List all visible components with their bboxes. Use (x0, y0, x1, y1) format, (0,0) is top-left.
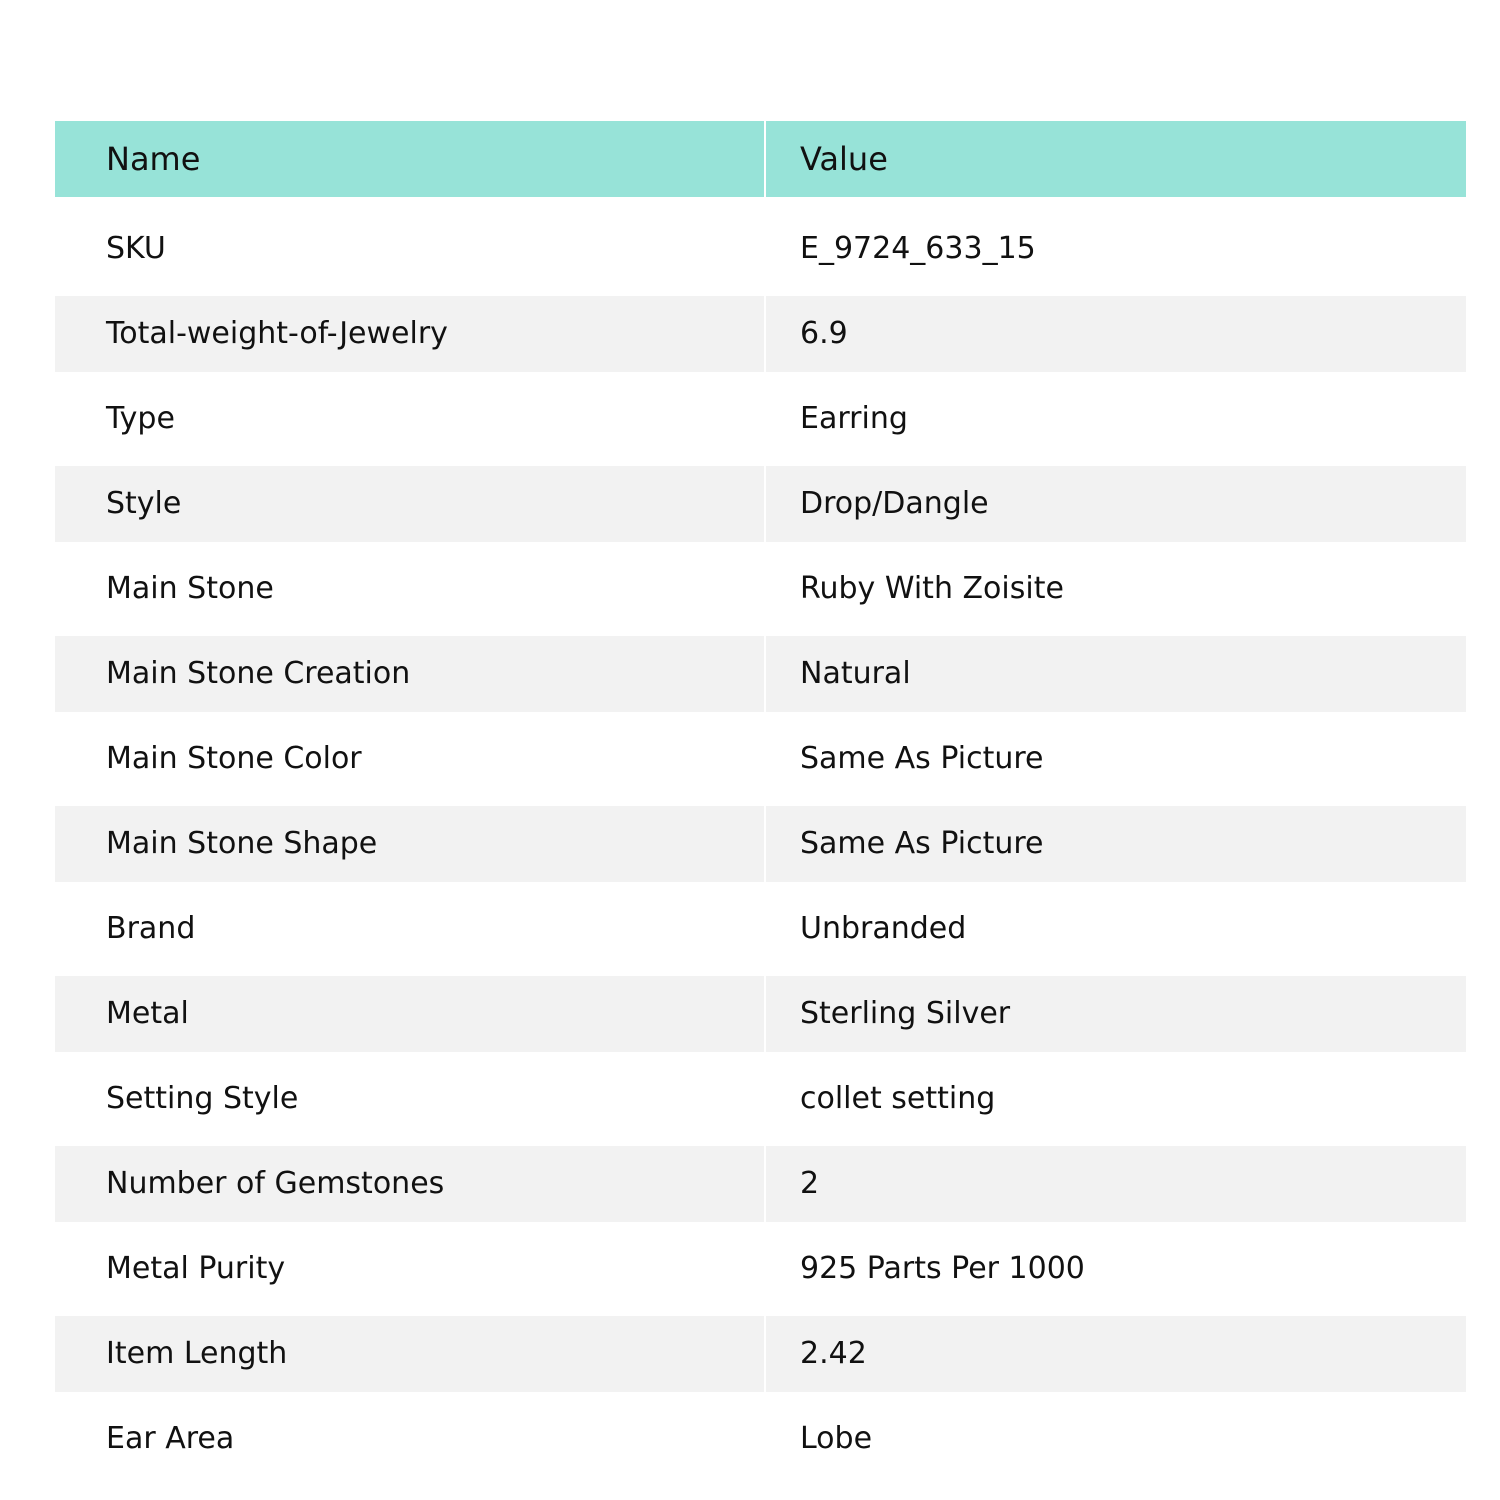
row-name: Main Stone Creation (55, 636, 766, 712)
row-value: 2.42 (800, 1336, 867, 1371)
table-row (55, 1396, 1466, 1481)
table-row (55, 1146, 1466, 1222)
row-value: collet setting (800, 1081, 996, 1116)
row-value: Unbranded (800, 911, 967, 946)
row-value: Same As Picture (800, 741, 1044, 776)
table-row (55, 376, 1466, 461)
row-value: Same As Picture (800, 826, 1044, 861)
table-row (55, 976, 1466, 1052)
table-row (55, 206, 1466, 291)
row-value: Ruby With Zoisite (800, 571, 1064, 606)
row-value: Lobe (800, 1421, 873, 1456)
table-row (55, 886, 1466, 971)
table-row (55, 546, 1466, 631)
table-body (55, 206, 1466, 1481)
row-value: E_9724_633_15 (800, 231, 1036, 266)
row-name: Metal Purity (106, 1251, 286, 1286)
row-name: SKU (106, 231, 166, 266)
table-row (55, 636, 1466, 712)
table-row (55, 466, 1466, 542)
row-name: Metal (55, 976, 766, 1052)
row-name: Item Length (55, 1316, 766, 1392)
header-name: Name (55, 121, 766, 197)
table-row (55, 1056, 1466, 1141)
table-row (55, 296, 1466, 372)
row-value: Earring (800, 401, 908, 436)
row-name: Number of Gemstones (55, 1146, 766, 1222)
row-value: Sterling Silver (800, 996, 1011, 1031)
row-name: Main Stone (106, 571, 274, 606)
row-name: Main Stone Color (106, 741, 362, 776)
row-name: Ear Area (106, 1421, 235, 1456)
table-row (55, 1226, 1466, 1311)
table-row (55, 1316, 1466, 1392)
row-name: Main Stone Shape (55, 806, 766, 882)
spec-table (55, 121, 1466, 1481)
row-value: Drop/Dangle (800, 486, 989, 521)
row-value: 6.9 (800, 316, 848, 351)
table-header-row (55, 121, 1466, 197)
row-name: Setting Style (106, 1081, 299, 1116)
row-name: Style (55, 466, 766, 542)
table-row (55, 806, 1466, 882)
row-value: 925 Parts Per 1000 (800, 1251, 1085, 1286)
row-name: Type (106, 401, 175, 436)
row-value: 2 (800, 1166, 820, 1201)
table-row (55, 716, 1466, 801)
row-value: Natural (800, 656, 911, 691)
row-name: Brand (106, 911, 196, 946)
row-name: Total-weight-of-Jewelry (55, 296, 766, 372)
header-value: Value (800, 140, 888, 178)
